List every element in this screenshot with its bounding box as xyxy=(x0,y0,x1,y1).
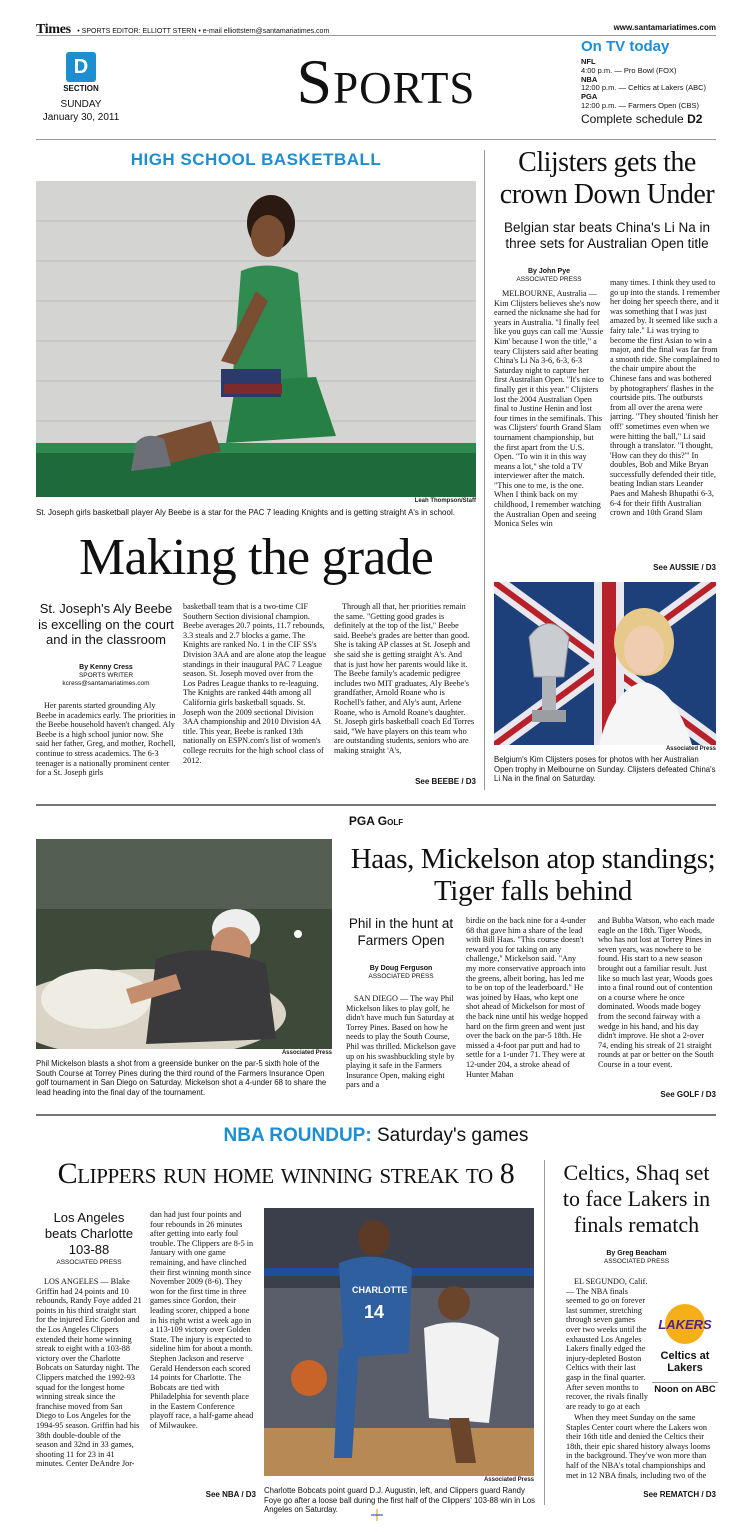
tv-box xyxy=(581,38,721,126)
nba-col2: dan had just four points and four rebounds in 26 minutes after getting into early foul trouble. The Clippers are 8-5 in January with one game remaining, and have clinched their first winning month since November 2009 (8-6). They won for the first time in three games since Gordon, their leading scorer, chipped a bone in his right wrist a week ago in a 113-109 victory over Golden State. The injury is expected to sideline him for about a month. Stephen Jackson and reserve Gerald Henderson each scored 14 points for Charlotte. The Bobcats are tied with Philadelphia for seventh place in the Eastern Conference playoff race, a half-game ahead of Milwaukee. xyxy=(150,1210,254,1431)
section-title: Sports xyxy=(296,46,476,117)
game-box-title: Celtics at Lakers xyxy=(660,1350,710,1374)
kicker-pga-golf xyxy=(36,814,716,828)
photo-credit: Associated Press xyxy=(281,1050,332,1056)
byline-name: By John Pye xyxy=(527,268,570,275)
beebe-photo-art xyxy=(36,181,476,497)
game-box-time: Noon on ABC xyxy=(652,1382,718,1395)
tv-detail: 4:00 p.m. — Pro Bowl (FOX) xyxy=(581,65,677,75)
crosshair-icon xyxy=(371,1509,383,1521)
schedule-page: D2 xyxy=(687,111,703,126)
beebe-col1: Her parents started grounding Aly Beebe in academics early. The priorities in the Beebe household haven't changed. Aly Beebe is a high school junior now. She said her father, Greg, and mother, Rochell, continue to stress academics. The 6-3 teenager is a nationally prominent center for a St. Joseph girls xyxy=(36,701,176,778)
headline-golf: Haas, Mickelson atop standings; Tiger falls behind xyxy=(350,843,716,907)
section-badge xyxy=(66,52,96,82)
photo-credit: Associated Press xyxy=(483,1477,534,1483)
headline-clippers: Clippers run home winning streak to 8 xyxy=(57,1157,515,1190)
tv-listing xyxy=(581,93,721,111)
beebe-jump-link[interactable]: See BEEBE / D3 xyxy=(415,777,476,786)
issue-day: SUNDAY xyxy=(60,99,102,110)
beebe-col3: Through all that, her priorities remain the same. "Getting good grades is definitely at the top of the list," Beebe said. Beebe's grades are better than good. She is taking AP classes at St. Joseph and she said she is getting straight A's. And that is just how her parents would like it. The Beebe family's academic pedigree includes two MIT graduates, Aly Beebe's grandfather, Arnold Roane who is Rochell's father, and Aly's aunt, Arlene Roane, who is Arnold Roane's daughter. St. Joseph girls basketball coach Ed Torres said, "We have players on this team who are outstanding students, seniors who are making straight 'A's, xyxy=(334,602,475,755)
beebe-col2: basketball team that is a two-time CIF Southern Section divisional champion. Beebe averages 20.7 points, 11.7 rebounds, 3.3 steals and 2.7 blocks a game. The Knights are ranked No. 1 in the CIF SS's Division 3AA and are alone atop the league standings in their inaugural PAC 7 League season. St. Joseph moved over from the Los Padres League thanks to re-leaguing. The Knights are ranked 44th among all California girls basketball squads. St. Joseph won the 2009 sectional Division 3AA championship and 2010 Division 4A title. This year, Beebe is ranked 13th nationally on ESPN.com's list of women's college recruits for the high school class of 2012. xyxy=(183,602,327,765)
tv-league: NBA xyxy=(581,74,598,84)
byline-role: SPORTS WRITER xyxy=(78,672,134,679)
byline-role: ASSOCIATED PRESS xyxy=(516,276,582,283)
byline-role: ASSOCIATED PRESS xyxy=(603,1258,670,1265)
golf-col1: SAN DIEGO — The way Phil Mickelson likes to play golf, he didn't have much fun Saturday at Torrey Pines. Based on how he needs to play the South Course, Phil was thrilled. Mickelson gave up on his swashbuckling style by playing it safe in the Farmers Insurance Open, making eight pars and a xyxy=(346,994,456,1090)
column-rule-top xyxy=(484,150,485,790)
clijsters-jump-link[interactable]: See AUSSIE / D3 xyxy=(653,563,716,572)
section-letter: D xyxy=(73,56,89,78)
beebe-deck: St. Joseph's Aly Beebe is excelling on the court and in the classroom xyxy=(38,601,174,647)
golf-deck: Phil in the hunt at Farmers Open xyxy=(348,916,454,948)
lakers-logo-icon xyxy=(652,1302,718,1346)
photo-caption: Phil Mickelson blasts a shot from a greenside bunker on the par-5 sixth hole of the South Course at Torrey Pines during the third round of the Farmers Insurance Open golf tournament in San Diego on Saturday. Mickelson shot a 4-under 68 to share the lead heading into the final day of the tournament. xyxy=(36,1059,327,1097)
nba-col1: LOS ANGELES — Blake Griffin had 24 points and 10 rebounds, Randy Foye added 21 points in his third straight start for the injured Eric Gordon and the Los Angeles Clippers extended their home winning streak to eight with a 103-88 victory over the Charlotte Bobcats on Saturday night. The Clippers matched the 1992-93 squad for the longest home winning streak since the franchise moved from San Diego to Los Angeles for the 1994-95 season. Griffin had his 38th double-double of the season and 32nd in 33 games, shooting 11 for 23 in 41 minutes. Center DeAndre Jor- xyxy=(36,1277,142,1469)
celtics-byline xyxy=(553,1250,720,1266)
golf-jump-link[interactable]: See GOLF / D3 xyxy=(660,1090,716,1099)
photo-caption: Belgium's Kim Clijsters poses for photos with her Australian Open trophy in Melbourne on Sunday. Clijsters defeated China's Li Na in the final on Saturday. xyxy=(494,755,716,784)
byline-name: By Doug Ferguson xyxy=(369,965,433,972)
nba-photo-art xyxy=(264,1208,534,1476)
page-title xyxy=(236,44,536,120)
schedule-label: Complete schedule xyxy=(581,111,684,126)
section-label: SECTION xyxy=(63,84,99,93)
byline-name: By Kenny Cress xyxy=(79,664,133,671)
nba-deck: Los Angeles beats Charlotte 103-88 xyxy=(44,1210,134,1257)
website: www.santamariatimes.com xyxy=(613,23,716,32)
times-logo: Times xyxy=(36,22,71,37)
photo-caption: St. Joseph girls basketball player Aly Beebe is a star for the PAC 7 leading Knights and is getting straight A's in school. xyxy=(36,508,455,517)
clijsters-byline xyxy=(494,268,604,284)
photo-credit: Leah Thompson/Staff xyxy=(414,498,476,504)
photo-caption: Charlotte Bobcats point guard D.J. Augustin, left, and Clippers guard Randy Foye go after a loose ball during the first half of the Clippers' 103-88 win in Los Angeles on Saturday. xyxy=(264,1486,536,1515)
issue-date: January 30, 2011 xyxy=(42,112,120,123)
lakers-logo xyxy=(652,1302,718,1346)
celtics-jump-link[interactable]: See REMATCH / D3 xyxy=(643,1490,716,1499)
tv-listing xyxy=(581,76,721,94)
tv-league: PGA xyxy=(581,92,598,102)
lakers-logo-text: LAKERS xyxy=(658,1317,712,1332)
headline-making-grade: Making the grade xyxy=(79,529,433,586)
jersey-text: CHARLOTTE xyxy=(352,1285,408,1295)
editor-line: • SPORTS EDITOR: ELLIOTT STERN • e-mail elliottstern@santamariatimes.com xyxy=(77,28,330,35)
celtics-intro: EL SEGUNDO, Calif. — The NBA finals seemed to go on forever last summer, stretching through seven games over two weeks until the exhausted Los Angeles Lakers finally edged the injury-depleted Boston Celtics with their last gasp in the final quarter. After seven months to recover, the rivals finally are ready to go at each xyxy=(566,1277,648,1411)
kicker-high-school: HIGH SCHOOL BASKETBALL xyxy=(130,150,382,169)
jersey-number: 14 xyxy=(364,1302,385,1322)
clijsters-photo xyxy=(494,582,716,745)
golf-byline xyxy=(346,965,456,981)
headline-celtics: Celtics, Shaq set to face Lakers in finals rematch xyxy=(562,1160,711,1237)
clijsters-col1: MELBOURNE, Australia — Kim Clijsters believes she's now earned the nickname she had for years in Australia. "I finally feel like you guys can call me 'Aussie Kim' because I won the title," a teary Clijsters said after beating China's Li Na 3-6, 6-3, 6-3 Saturday night to capture her first Australian Open. "It's nice to finally get it this year." Clijsters lost the 2004 Australian Open final to Justine Henin and lost four times in the semifinals. This was Clijsters' fourth Grand Slam tournament championship, but the first apart from the U.S. Open. "To win it in this way means a lot," she told a TV interviewer after the match. "This one to me, is the one. When I think back on my childhood, I remember watching the Australian Open and seeing Monica Seles win xyxy=(494,289,604,529)
clijsters-deck: Belgian star beats China's Li Na in three sets for Australian Open title xyxy=(504,220,710,251)
mickelson-photo-art xyxy=(36,839,332,1049)
beebe-byline xyxy=(36,664,176,688)
photo-credit: Associated Press xyxy=(665,746,716,752)
kicker-nba-label: NBA ROUNDUP: xyxy=(223,1125,372,1146)
tv-detail: 12:00 p.m. — Celtics at Lakers (ABC) xyxy=(581,83,707,93)
byline-role: ASSOCIATED PRESS xyxy=(368,973,434,980)
tv-heading: On TV today xyxy=(581,38,670,55)
tv-detail: 12:00 p.m. — Farmers Open (CBS) xyxy=(581,100,699,110)
masthead-rule xyxy=(36,139,716,140)
golf-col2: birdie on the back nine for a 4-under 68 that gave him a share of the lead with Bill Haas. "This course doesn't reward you for taking on any challenge," Mickelson said. "Any my more conservative approach into the greens, albeit boring, has led me to be on top of the leaderboard." He was joined by Haas, who kept one shot ahead of Mickelson for most of the back nine until his wedge hopped hard on the firm green and went just over the back on the par-5 18th. He missed a 4-foot par putt and had to settle for a 1-under 71. They were at 12-under 204, a stroke ahead of Hunter Mahan xyxy=(466,916,588,1079)
kicker-nba-sub: Saturday's games xyxy=(376,1125,529,1146)
tv-listing xyxy=(581,58,721,76)
nba-jump-link[interactable]: See NBA / D3 xyxy=(205,1490,256,1499)
tv-schedule xyxy=(581,112,721,126)
section-rule-nba xyxy=(36,1114,716,1116)
celtics-rest: When they meet Sunday on the same Staples Center court where the Lakers won their 16th title and denied the Celtics their 18th, their epic shared history always looms in the background. They've won more than half of the NBA's total championships and met in 12 NBA finals, including two of the xyxy=(566,1413,711,1480)
kicker-nba xyxy=(36,1124,716,1148)
nba-byline-role: ASSOCIATED PRESS xyxy=(56,1259,122,1266)
section-rule-golf xyxy=(36,804,716,806)
tv-league: NFL xyxy=(581,57,596,66)
mickelson-photo xyxy=(36,839,332,1049)
golf-col3: and Bubba Watson, who each made eagle on the 18th. Tiger Woods, who has not lost at Torrey Pines in seven years, was nowhere to be found. His start to a new season brought out a familiar result. Just like so much last year, Woods goes into a final round out of contention on a course where he once dominated. Woods made bogey from the second fairway with a wedge in his hand, and his day didn't improve. He shot a 2-over 74, ending his streak of 21 straight rounds at par or better on the South Course in a tour event. xyxy=(598,916,715,1069)
editor-bar xyxy=(36,20,716,36)
byline-email: kcress@santamariatimes.com xyxy=(62,680,150,687)
byline-name: By Greg Beacham xyxy=(606,1250,667,1257)
nba-photo xyxy=(264,1208,534,1476)
clijsters-photo-art xyxy=(494,582,716,745)
column-rule-nba xyxy=(544,1160,545,1505)
clijsters-col2: many times. I think they used to go up into the stands. I remember her doing her speech there, and it was something that I was just amazed by. It seemed like such a fairy tale." Li was trying to become the first Asian to win a major, and the final was far from a smooth ride. She complained to the chair umpire about the Chinese fans and was bothered by photographers' flashes in the courtside pits. The outbursts from all over the arena were jarring. "They shouted 'finish her off!' sometimes even when we were hitting the ball," Li said through a translator. "I thought, 'How can they do this?'" In doubles, Bob and Mike Bryan successfully defended their title, beating Indian stars Leander Paes and Mahesh Bhupathi 6-3, 6-4 for their fifth Australian crown and 10th Grand Slam xyxy=(610,278,720,518)
kicker-golf: Golf xyxy=(377,814,404,828)
kicker-pga: PGA xyxy=(348,814,375,828)
headline-clijsters: Clijsters gets the crown Down Under xyxy=(499,147,715,210)
beebe-photo xyxy=(36,181,476,497)
registration-mark xyxy=(371,1508,383,1520)
